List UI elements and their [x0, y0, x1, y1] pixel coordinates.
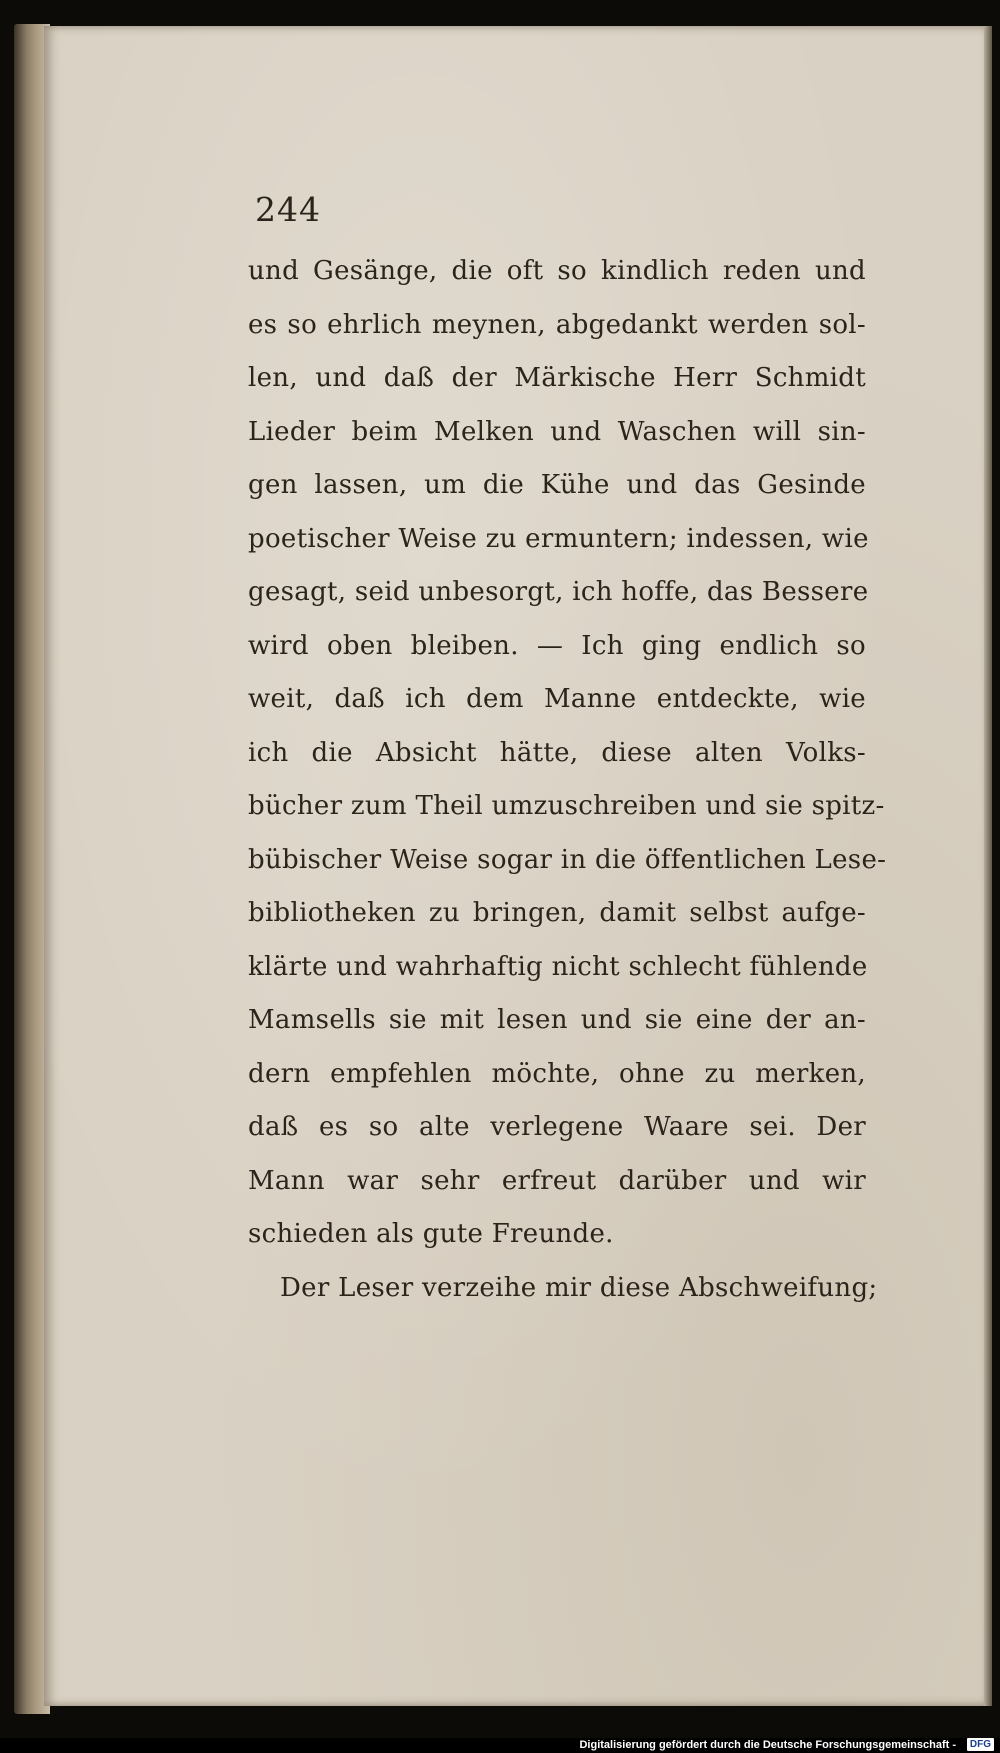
text-line: es so ehrlich meynen, abgedankt werden sol-: [248, 309, 866, 340]
page-edge-shadow: [984, 26, 992, 1706]
text-line: wird oben bleiben. — Ich ging endlich so: [248, 630, 866, 661]
text-line: ich die Absicht hätte, diese alten Volks-: [248, 737, 866, 768]
text-line: bücher zum Theil umzuschreiben und sie spitz-: [248, 791, 885, 821]
text-line: bibliotheken zu bringen, damit selbst aufge-: [248, 898, 866, 928]
paragraph-start-line: Der Leser verzeihe mir diese Abschweifung;: [280, 1272, 878, 1303]
text-line: daß es so alte verlegene Waare sei. Der: [248, 1112, 866, 1142]
text-line: gesagt, seid unbesorgt, ich hoffe, das Bessere: [248, 577, 869, 607]
digitization-credit: Digitalisierung gefördert durch die Deutsche Forschungsgemeinschaft -: [579, 1739, 956, 1751]
text-line: gen lassen, um die Kühe und das Gesinde: [248, 470, 866, 500]
text-line: und Gesänge, die oft so kindlich reden und: [248, 256, 866, 286]
text-line: len, und daß der Märkische Herr Schmidt: [248, 363, 866, 393]
text-line: klärte und wahrhaftig nicht schlecht fühlende: [248, 951, 868, 982]
body-text: [248, 245, 887, 1315]
text-line: dern empfehlen möchte, ohne zu merken,: [248, 1058, 866, 1089]
text-line: schieden als gute Freunde.: [248, 1219, 614, 1249]
text-line: Mann war sehr erfreut darüber und wir: [248, 1165, 866, 1196]
text-line: Mamsells sie mit lesen und sie eine der an-: [248, 1005, 866, 1035]
text-line: weit, daß ich dem Manne entdeckte, wie: [248, 684, 866, 714]
dfg-logo: DFG: [967, 1738, 994, 1751]
text-line: Lieder beim Melken und Waschen will sin-: [248, 416, 866, 447]
page-number: 244: [255, 190, 321, 229]
text-line: bübischer Weise sogar in die öffentlichen Lese-: [248, 844, 887, 875]
text-line: poetischer Weise zu ermuntern; indessen, wie: [248, 523, 869, 554]
